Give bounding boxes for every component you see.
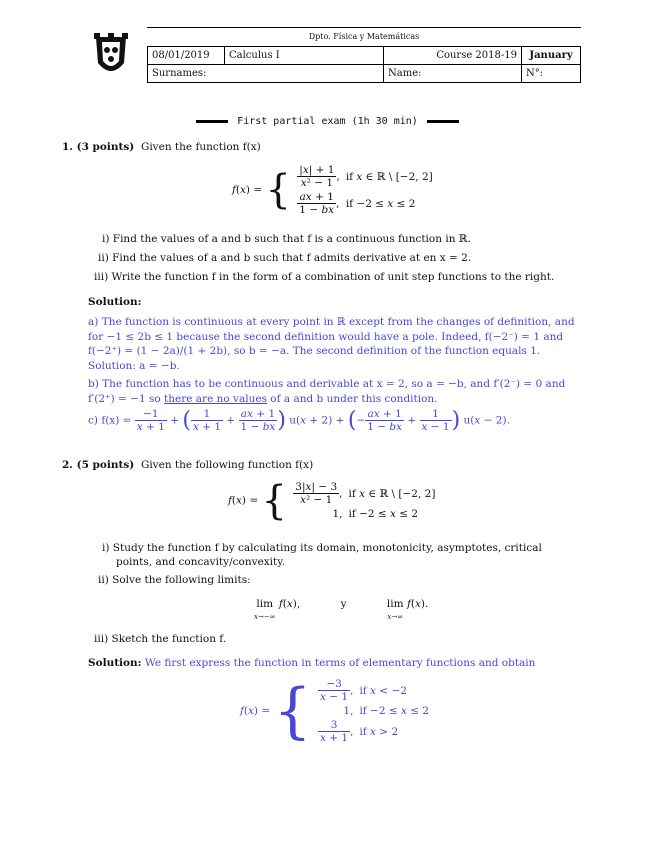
q1-item-ii: ii) Find the values of a and b such that f admits derivative at en x = 2. (98, 252, 472, 264)
department-label: Dpto. Física y Matemáticas (308, 32, 420, 41)
exam-title: First partial exam (1h 30 min) (0, 115, 655, 127)
course-label: Course 2018-19 (384, 47, 522, 65)
q2-item-ii: ii) Solve the following limits: (98, 574, 251, 586)
header-rule (147, 27, 581, 28)
q1-solution-b: b) The function has to be continuous and derivable at x = 2, so a = −b, and f′(2⁻) = 0 and f′(2⁺) = −1 so there are no values of a and b under this condition. (88, 378, 566, 405)
exam-date: 08/01/2019 (148, 47, 225, 65)
q1-solution-c: c) f(x) = $\frac{-1}{x + 1}$ + ( $\frac{1}{x + 1}$ + $\frac{ax + 1}{1 - bx}$ ) u(x + 2) + (− $\frac{ax + 1}{1 - bx}$ + $\frac{1}{x - 1}$ ) u(x − 2). (88, 408, 510, 433)
university-logo-icon (92, 33, 130, 79)
q1-solution-a: a) The function is continuous at every point in ℝ except from the changes of definition, and for −1 ≤ 2b ≤ 1 because the second definition would have a pole. Indeed, f(−2⁻) = 1 and f(−2⁺) = (1 − 2a)/(1 + 2b), so b = −a. The second definition of the function equals 1. Solution: a = −b. (88, 316, 575, 372)
q2-solution-piecewise: f(x) = { $\frac{-3}{x - 1}$ , if x < −2 1, if −2 ≤ x ≤ 2 $\frac{3}{x + 1}$ , if x > 2 (240, 676, 430, 746)
q1-statement: 1. (3 points) Given the function f(x) (62, 141, 261, 153)
number-field[interactable]: N°: (522, 65, 581, 83)
q2-function-definition: f(x) = { $\frac{3|x| - 3}{\text{x² − 1}}$ , if x ∈ ℝ \ [−2, 2] 1, if −2 ≤ x ≤ 2 (228, 477, 436, 524)
header-table (147, 46, 581, 83)
q2-statement: 2. (5 points) Given the following function f(x) (62, 459, 314, 471)
q2-solution: Solution: We first express the function in terms of elementary functions and obtain (88, 657, 536, 669)
q2-item-i: i) Study the function f by calculating its domain, monotonicity, asymptotes, critical points, and concavity/convexity. (102, 542, 542, 568)
subject-name: Calculus I (225, 47, 384, 65)
q2-limits: lim x→−∞ f(x), y lim x→∞ f(x). (254, 598, 429, 621)
q2-item-iii: iii) Sketch the function f. (94, 633, 227, 645)
session-label: January (522, 47, 581, 65)
q1-function-definition: f(x) = { $\frac{|x| + 1}{\text{x² − 1}}$ , if x ∈ ℝ \ [−2, 2] $\frac{ax + 1}{1 - bx}$ , if −2 ≤ x ≤ 2 (232, 164, 433, 216)
q1-solution-label: Solution: (88, 296, 142, 308)
q1-item-iii: iii) Write the function f in the form of a combination of unit step functions to the right. (94, 271, 555, 283)
q1-item-i: i) Find the values of a and b such that f is a continuous function in ℝ. (102, 233, 471, 245)
surnames-field[interactable]: Surnames: (148, 65, 384, 83)
name-field[interactable]: Name: (384, 65, 522, 83)
